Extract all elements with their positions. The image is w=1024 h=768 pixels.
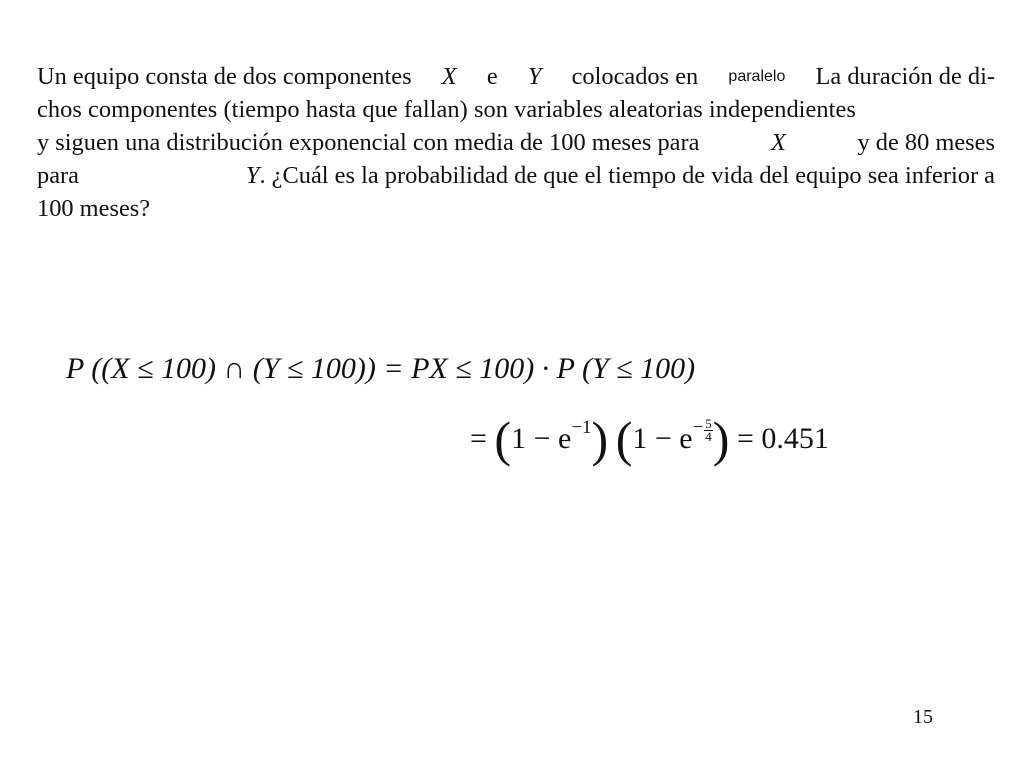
right-paren-1: ) [591,411,609,467]
problem-line-3 [37,126,995,159]
equation-line-1 [66,352,695,386]
problem-statement [37,60,995,225]
factor-1-base: 1 − e [511,422,572,455]
factor-1-exponent: −1 [571,417,592,438]
problem-line-4 [37,159,995,192]
left-paren-1: ( [494,411,512,467]
line4-text-b: . ¿Cuál es la probabilidad de que el tiempo de vida del equipo sea inferior a [259,162,995,189]
line3-text-b: y de 80 meses [857,129,995,156]
variable-y-2: Y [245,162,260,189]
fraction-denominator: 4 [705,429,712,444]
equation-equals: = [470,422,487,455]
factor-2-base: 1 − e [632,422,693,455]
equation-line-2 [470,410,829,468]
page-number: 15 [913,706,933,728]
line4-text-a: para [37,162,79,189]
line3-text-a: y siguen una distribución exponencial con media de 100 meses para [37,129,700,156]
conjunction-e: e [486,63,498,90]
variable-x: X [441,63,457,90]
line1-text-a: Un equipo consta de dos componentes [37,63,412,90]
right-paren-2: ) [712,411,730,467]
line1-text-c: La duración de di- [815,63,995,90]
line1-text-b: colocados en [571,63,699,90]
line4-y-group [246,159,995,192]
left-paren-2: ( [615,411,633,467]
problem-line-5: 100 meses? [37,195,151,222]
equation-lhs: P ((X ≤ 100) ∩ (Y ≤ 100)) = PX ≤ 100) · P (Y ≤ 100) [66,352,696,385]
variable-y: Y [527,63,542,90]
problem-line-2 [37,93,995,126]
line2-text: chos componentes (tiempo hasta que fallan) son variables aleatorias independientes [37,96,856,123]
problem-line-1 [37,60,995,93]
word-paralelo: paralelo [728,68,786,85]
fraction-numerator: 5 [705,416,712,431]
fraction-exponent [704,418,713,443]
equation-result: = 0.451 [736,422,829,455]
factor-2-exponent-sign: − [692,417,704,438]
variable-x-2: X [771,129,786,156]
